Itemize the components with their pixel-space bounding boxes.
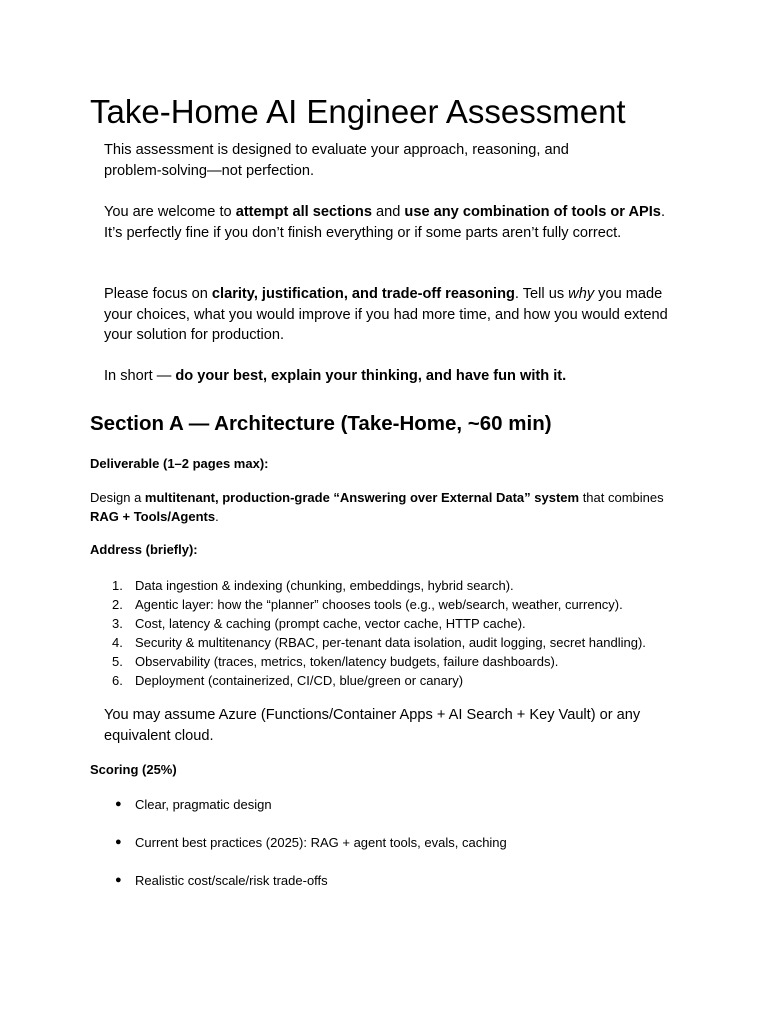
intro-p2-emphasis-attempt: attempt all sections xyxy=(235,204,372,220)
intro-p4-text: In short — xyxy=(104,368,176,384)
list-item-text: Data ingestion & indexing (chunking, embeddings, hybrid search). xyxy=(135,578,514,593)
list-number: 5. xyxy=(112,654,123,669)
deliverable-label: Deliverable (1–2 pages max): xyxy=(90,456,269,471)
assume-paragraph xyxy=(104,705,684,746)
section-a-heading: Section A — Architecture (Take-Home, ~60 min) xyxy=(90,412,552,435)
intro-paragraph-2 xyxy=(104,202,684,243)
bullet-icon: ● xyxy=(115,836,122,848)
design-text: Design a xyxy=(90,490,145,505)
intro-p1-line2: problem-solving—not perfection. xyxy=(104,162,315,179)
intro-p3-text: you made your choices, what you would improve if you had more time, and how you would extend your solution for production. xyxy=(104,286,668,343)
intro-paragraph-1 xyxy=(104,140,684,181)
list-item-text: Realistic cost/scale/risk trade-offs xyxy=(135,873,328,888)
intro-p3-emphasis-clarity: clarity, justification, and trade-off reasoning xyxy=(211,286,515,302)
intro-p1-line1: This assessment is designed to evaluate your approach, reasoning, and xyxy=(104,142,569,158)
intro-p3-text: Please focus on xyxy=(104,286,212,302)
intro-p3-text: . Tell us xyxy=(514,286,569,302)
list-number: 1. xyxy=(112,578,123,593)
list-item-text: Deployment (containerized, CI/CD, blue/green or canary) xyxy=(135,673,464,688)
list-number: 4. xyxy=(112,635,123,650)
list-item-text: Agentic layer: how the “planner” chooses tools (e.g., web/search, weather, currency). xyxy=(135,597,623,612)
list-item-text: Cost, latency & caching (prompt cache, vector cache, HTTP cache). xyxy=(135,616,526,631)
list-item-text: Security & multitenancy (RBAC, per-tenant data isolation, audit logging, secret handling). xyxy=(135,635,646,650)
intro-p2-text: and xyxy=(371,204,405,220)
assume-line2: equivalent cloud. xyxy=(104,727,214,744)
scoring-label: Scoring (25%) xyxy=(90,762,177,777)
list-number: 3. xyxy=(112,616,123,631)
intro-paragraph-4 xyxy=(104,366,684,387)
list-item-text: Current best practices (2025): RAG + agent tools, evals, caching xyxy=(135,835,507,850)
list-number: 2. xyxy=(112,597,123,612)
design-text: that combines xyxy=(579,490,664,505)
intro-p4-emphasis: do your best, explain your thinking, and have fun with it. xyxy=(175,368,567,384)
list-number: 6. xyxy=(112,673,123,688)
list-item-text: Clear, pragmatic design xyxy=(135,797,272,812)
intro-p2-emphasis-tools: use any combination of tools or APIs xyxy=(404,204,661,220)
address-label: Address (briefly): xyxy=(90,542,198,557)
design-emphasis-rag: RAG + Tools/Agents xyxy=(90,509,216,524)
assume-line1: You may assume Azure (Functions/Container Apps + AI Search + Key Vault) or any xyxy=(104,707,641,723)
design-emphasis-system: multitenant, production-grade “Answering over External Data” system xyxy=(144,490,580,505)
list-item-text: Observability (traces, metrics, token/latency budgets, failure dashboards). xyxy=(135,654,559,669)
intro-p2-text: You are welcome to xyxy=(104,204,236,220)
document-title: Take-Home AI Engineer Assessment xyxy=(90,93,626,130)
bullet-icon: ● xyxy=(115,874,122,886)
intro-p2-text: . It’s perfectly fine if you don’t finish everything or if some parts aren’t fully correct. xyxy=(104,204,665,241)
design-paragraph xyxy=(90,488,690,526)
intro-p3-emphasis-why: why xyxy=(568,286,595,302)
intro-paragraph-3 xyxy=(104,284,684,346)
bullet-icon: ● xyxy=(115,798,122,810)
design-text: . xyxy=(215,509,219,524)
